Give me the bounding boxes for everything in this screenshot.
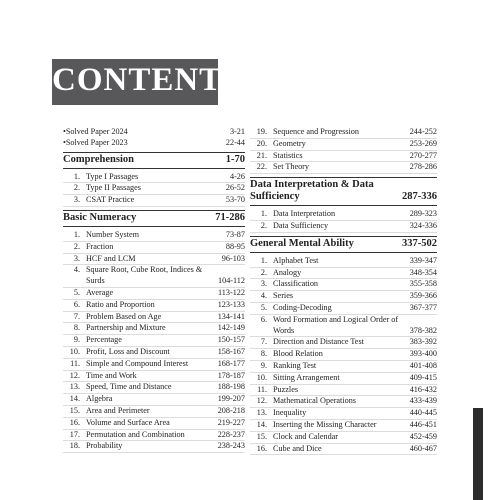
toc-entry[interactable] [63,195,245,207]
entry-number: 1. [260,255,267,265]
entry-title: CSAT Practice [86,195,135,205]
entry-title: Puzzles [273,384,299,394]
entry-title: Volume and Surface Area [86,417,170,427]
entry-pages: 208-218 [217,405,245,415]
entry-number: 12. [69,370,80,380]
toc-entry[interactable] [63,418,245,430]
entry-title: HCF and LCM [86,253,136,263]
entry-title: Sequence and Progression [273,127,359,136]
entry-pages: 219-227 [217,417,245,427]
entry-title: Alphabet Test [273,255,319,265]
entry-pages: 134-141 [217,311,245,321]
star-icon: • [63,127,66,136]
entry-title: Permutation and Combination [86,429,185,439]
entry-number: 6. [73,299,80,309]
entry-number: 21. [256,150,267,160]
entry-pages: 278-286 [409,162,437,172]
section-heading[interactable] [250,236,437,253]
entry-pages: 26-52 [225,183,245,193]
page-title: CONTENTS [52,62,242,98]
toc-entry[interactable] [250,444,437,456]
toc-entry[interactable] [250,349,437,361]
contents-right-column [250,127,437,455]
toc-entry[interactable] [250,291,437,303]
entry-number: 12. [256,396,267,406]
entry-number: 17. [69,429,80,439]
entry-title: Inequality [273,408,307,418]
entry-title: Mathematical Operations [273,396,356,406]
entry-title: Algebra [86,394,113,404]
toc-entry[interactable] [63,382,245,394]
entry-title: Type I Passages [86,171,139,181]
entry-pages: 244-252 [409,127,437,136]
entry-number: 4. [260,291,267,301]
entry-title: Coding-Decoding [273,302,332,312]
entry-pages: 460-467 [409,443,437,453]
entry-pages: 452-459 [409,431,437,441]
toc-entry[interactable] [250,303,437,315]
toc-entry[interactable] [63,312,245,324]
entry-pages: 253-269 [409,138,437,148]
entry-pages: 104-112 [218,276,245,286]
entry-number: 3. [260,279,267,289]
entry-number: 15. [69,405,80,415]
toc-entry[interactable] [250,127,437,139]
entry-title: Classification [273,279,319,289]
entry-number: 8. [73,323,80,333]
entry-number: 2. [73,183,80,193]
entry-title: Data Sufficiency [273,220,329,230]
toc-entry[interactable] [63,406,245,418]
contents-left-column [63,127,245,453]
toc-entry[interactable] [63,265,245,288]
entry-number: 5. [260,302,267,312]
entry-number: 2. [260,220,267,230]
entry-number: 22. [256,162,267,172]
entry-title: Problem Based on Age [86,311,162,321]
entry-title: Word Formation and Logical Order of Words [273,314,399,335]
entry-pages: 150-157 [217,335,245,345]
entry-pages: 393-400 [409,349,437,359]
entry-pages: 96-103 [221,253,245,263]
entry-title: Square Root, Cube Root, Indices & Surds [86,265,203,286]
entry-title: Percentage [86,335,122,345]
toc-entry[interactable] [250,337,437,349]
star-icon: • [63,137,66,147]
entry-number: 1. [260,209,267,219]
entry-title: Area and Perimeter [86,405,150,415]
section-heading[interactable] [250,177,437,206]
entry-pages: 113-122 [218,287,245,297]
toc-entry[interactable] [63,359,245,371]
page-edge-tab [473,408,483,500]
entry-pages: 88-95 [225,241,245,251]
entry-title: Ranking Test [273,360,317,370]
entry-number: 19. [256,127,267,136]
entry-title: Cube and Dice [273,443,322,453]
entry-pages: 158-167 [217,346,245,356]
section-heading[interactable] [63,210,245,227]
entry-pages: 416-432 [409,384,437,394]
entry-pages: 188-198 [217,382,245,392]
entry-number: 13. [256,408,267,418]
entry-pages: 367-377 [409,302,437,312]
entry-pages: 383-392 [409,337,437,347]
entry-pages: 53-70 [225,195,245,205]
entry-pages: 348-354 [409,267,437,277]
section-pages: 71-286 [215,211,245,223]
toc-entry[interactable] [250,151,437,163]
solved-paper-pages: 3-21 [229,127,245,136]
entry-number: 14. [256,419,267,429]
entry-title: Blood Relation [273,349,323,359]
solved-paper-label: Solved Paper 2023 [65,137,128,147]
section-pages: 1-70 [225,153,245,165]
section-title: Data Interpretation & Data Sufficiency [250,179,374,203]
entry-pages: 142-149 [217,323,245,333]
entry-number: 7. [73,311,80,321]
entry-number: 2. [73,241,80,251]
toc-entry[interactable] [63,441,245,453]
toc-entry[interactable] [250,432,437,444]
entry-number: 11. [257,384,267,394]
entry-number: 16. [69,417,80,427]
contents-banner [52,59,242,105]
toc-entry[interactable] [250,420,437,432]
toc-entry[interactable] [250,256,437,268]
entry-number: 7. [260,337,267,347]
entry-number: 3. [73,253,80,263]
entry-title: Number System [86,229,139,239]
solved-paper-entry[interactable] [63,127,245,138]
entry-pages: 401-408 [409,360,437,370]
solved-paper-title [63,127,128,138]
entry-number: 16. [256,443,267,453]
entry-title: Inserting the Missing Character [273,419,377,429]
entry-title: Data Interpretation [273,209,336,219]
section-heading[interactable] [63,152,245,169]
toc-entry[interactable] [250,221,437,233]
entry-pages: 433-439 [409,396,437,406]
entry-pages: 324-336 [409,220,437,230]
entry-pages: 378-382 [409,325,437,335]
section-title: Basic Numeracy [63,211,137,223]
entry-number: 6. [260,314,267,324]
solved-paper-title [63,138,128,149]
entry-number: 9. [260,360,267,370]
toc-entry[interactable] [250,162,437,174]
toc-entry[interactable] [63,323,245,335]
entry-number: 15. [256,431,267,441]
toc-entry[interactable] [250,139,437,151]
toc-entry[interactable] [63,394,245,406]
entry-number: 9. [73,335,80,345]
toc-entry[interactable] [250,209,437,221]
entry-pages: 446-451 [409,419,437,429]
toc-entry[interactable] [63,242,245,254]
section-title: Comprehension [63,153,134,165]
entry-pages: 339-347 [409,255,437,265]
entry-pages: 123-133 [217,299,245,309]
entry-number: 20. [256,138,267,148]
toc-entry[interactable] [63,430,245,442]
entry-number: 10. [256,372,267,382]
entry-pages: 440-445 [409,408,437,418]
entry-number: 1. [73,171,80,181]
entry-number: 13. [69,382,80,392]
entry-pages: 355-358 [409,279,437,289]
entry-title: Average [86,287,114,297]
entry-number: 11. [70,358,80,368]
entry-pages: 168-177 [217,358,245,368]
entry-title: Direction and Distance Test [273,337,364,347]
toc-entry[interactable] [63,183,245,195]
toc-entry[interactable] [250,373,437,385]
entry-title: Set Theory [273,162,310,172]
toc-entry[interactable] [250,385,437,397]
toc-entry[interactable] [63,230,245,242]
entry-pages: 199-207 [217,394,245,404]
entry-title: Ratio and Proportion [86,299,155,309]
toc-entry[interactable] [63,300,245,312]
entry-title: Time and Work [86,370,137,380]
entry-title: Clock and Calendar [273,431,339,441]
entry-pages: 4-26 [229,171,245,181]
entry-title: Type II Passages [86,183,141,193]
entry-pages: 178-187 [217,370,245,380]
toc-entry[interactable] [63,371,245,383]
toc-entry[interactable] [63,347,245,359]
entry-pages: 238-243 [217,441,245,451]
solved-paper-label: Solved Paper 2024 [65,127,128,136]
entry-title: Analogy [273,267,302,277]
entry-title: Speed, Time and Distance [86,382,172,392]
toc-entry[interactable] [250,396,437,408]
toc-entry[interactable] [63,172,245,184]
toc-entry[interactable] [250,279,437,291]
entry-pages: 409-415 [409,372,437,382]
entry-title: Fraction [86,241,114,251]
entry-pages: 228-237 [217,429,245,439]
toc-entry[interactable] [250,408,437,420]
section-pages: 287-336 [402,191,437,203]
toc-entry[interactable] [63,335,245,347]
entry-title: Sitting Arrangement [273,372,340,382]
toc-entry[interactable] [250,268,437,280]
section-title: General Mental Ability [250,237,354,249]
entry-number: 14. [69,394,80,404]
section-pages: 337-502 [402,237,437,249]
entry-title: Partnership and Mixture [86,323,166,333]
solved-paper-entry[interactable] [63,138,245,149]
entry-pages: 270-277 [409,150,437,160]
entry-title: Series [273,291,294,301]
entry-number: 10. [69,346,80,356]
entry-title: Statistics [273,150,303,160]
entry-number: 3. [73,195,80,205]
entry-title: Geometry [273,138,306,148]
entry-pages: 73-87 [225,229,245,239]
entry-number: 5. [73,287,80,297]
toc-entry[interactable] [250,315,437,338]
entry-title: Probability [86,441,123,451]
entry-number: 4. [73,265,80,275]
entry-number: 18. [69,441,80,451]
entry-number: 2. [260,267,267,277]
entry-pages: 359-366 [409,291,437,301]
toc-entry[interactable] [63,288,245,300]
entry-number: 8. [260,349,267,359]
entry-pages: 289-323 [409,209,437,219]
solved-paper-pages: 22-44 [225,137,245,147]
entry-title: Simple and Compound Interest [86,358,189,368]
toc-entry[interactable] [250,361,437,373]
entry-title: Profit, Loss and Discount [86,346,170,356]
toc-entry[interactable] [63,254,245,266]
entry-number: 1. [73,229,80,239]
